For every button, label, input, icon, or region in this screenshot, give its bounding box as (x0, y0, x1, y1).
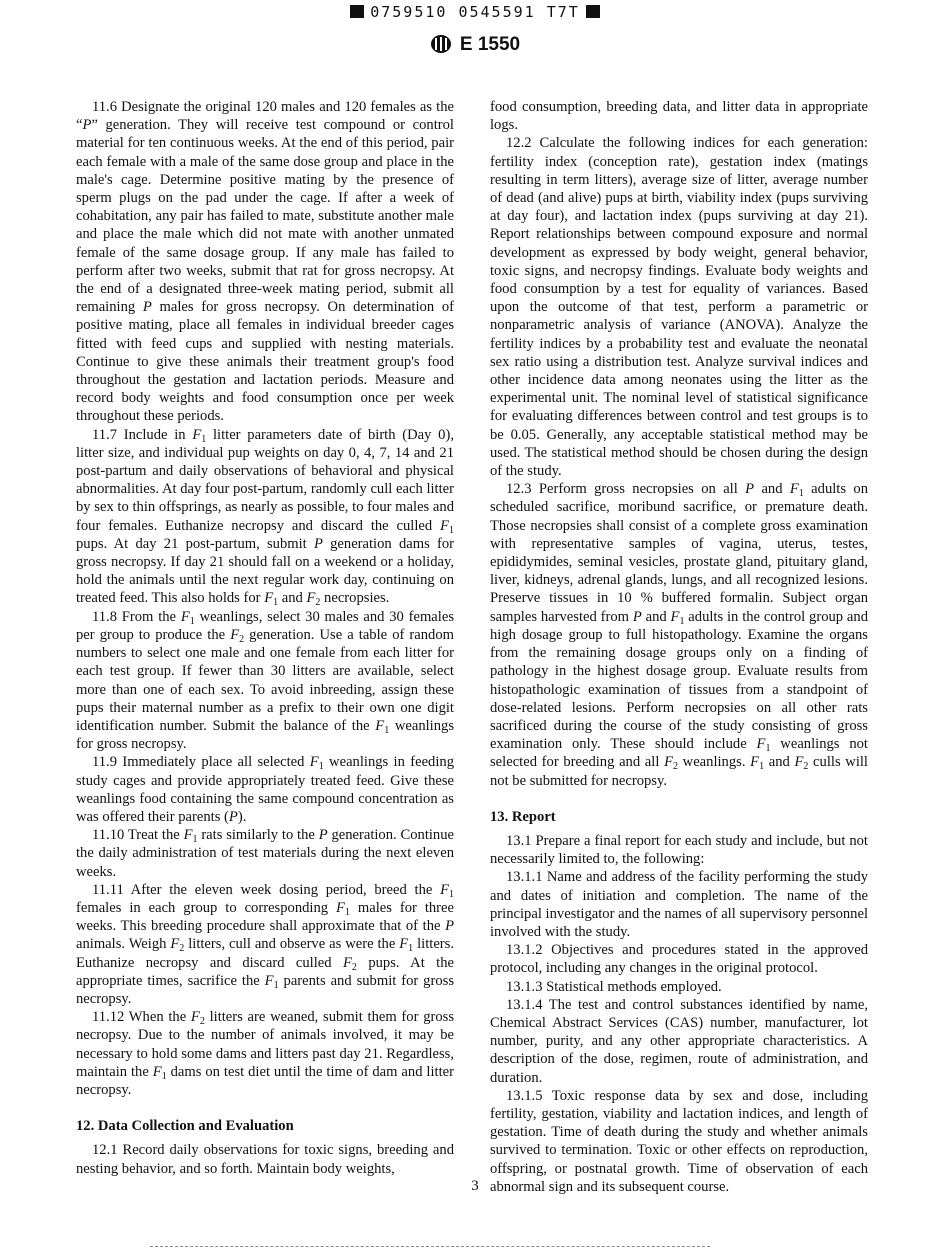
para-12-1: 12.1 Record daily observations for toxic signs, breeding and nesting behavior, and so forth. Maintain body weights, (76, 1142, 454, 1177)
para-13-1-3: 13.1.3 Statistical methods employed. (506, 978, 722, 995)
para-11-11: 11.11 After the eleven week dosing period, breed the $F_1$ females in each group to corresponding $F_1$ males for three weeks. This breeding procedure shall approximate that of the P animals. Weigh $F_2$ litters, cull and observe as were the $F_1$ litters. Euthanize necropsy and discard culled $F_2$ pups. At the appropriate times, sacrifice the $F_1$ parents and submit for gross necropsy. (76, 881, 454, 1007)
para-13-1-5: 13.1.5 Toxic response data by sex and dose, including fertility, gestation, viability and lactation indices, and length of gestation. Time of death during the study and whether animals survived to termination. Toxic or other effects on reproduction, offspring, or postnatal growth. Time of observation of each abnormal sign and its subsequent course. (490, 1087, 868, 1195)
right-column (490, 98, 868, 1196)
left-column (76, 98, 454, 1178)
section-heading-12: 12. Data Collection and Evaluation (76, 1118, 294, 1135)
para-13-1: 13.1 Prepare a final report for each study and include, but not necessarily limited to, the following: (490, 832, 868, 868)
para-11-12: 11.12 When the $F_2$ litters are weaned, submit them for gross necropsy. Due to the number of animals involved, it may be necessary to hold some dams and litters past day 21. Regardless, maintain the $F_1$ dams on test diet until the time of dam and litter necropsy. (76, 1009, 455, 1098)
footer-divider (150, 1246, 710, 1247)
document-barcode (0, 3, 950, 21)
para-12-2: 12.2 Calculate the following indices for each generation: fertility index (conception rate), gestation index (matings resulting in term litters), average size of litter, average number of dead (and alive) pups at birth, viability index (pups surviving at day four), and lactation index (pups surviving at day 21). Report relationships between compound exposure and normal development as expressed by body weight, general behavior, toxic signs, and necropsy findings. Evaluate body weights and food consumption by a test for equality of variances. Based upon the outcome of that test, perform a parametric or nonparametric analysis of variance (ANOVA). Analyze the fertility indices by a probability test and evaluate the neonatal sex ratio using a distribution test. Analyze survival indices and other incidence data among neonates using the litter as the experimental unit. The nominal level of statistical significance for evaluating differences between control and test groups is to be 0.05. Generally, any acceptable statistical method may be used. The statistical method should be chosen during the design of the study. (490, 135, 868, 480)
para-12-3: 12.3 Perform gross necropsies on all P and $F_1$ adults on scheduled sacrifice, moribund sacrifice, or premature death. Those necropsies shall consist of a complete gross examination with representative samples of vagina, uterus, testes, epididymides, seminal vesicles, prostate gland, pituitary gland, liver, kidneys, adrenal glands, lungs, and all recognized lesions. Preserve tissues in 10 % buffered formalin. Subject organ samples harvested from P and $F_1$ adults in the control group and high dosage group to full histopathology. Examine the organs from the remaining dosage groups only on a finding of pathology in the highest dosage group. Evaluate results from histopathologic examination of tissues from a standpoint of dose-related lesions. Perform necropsies on all other rats sacrificed during the course of the study consisting of gross examination only. These should include $F_1$ weanlings not selected for breeding and all $F_2$ weanlings. $F_1$ and $F_2$ culls will not be submitted for necropsy. (490, 481, 869, 789)
page-header (0, 34, 950, 60)
para-11-6: 11.6 Designate the original 120 males and 120 females as the “P” generation. They will receive test compound or control material for ten continuous weeks. At the end of this period, pair each female with a male of the same dose group and place in the male's cage. Determine positive mating by the presence of sperm plugs on the pad under the cage. If after a week of cohabitation, any pair has failed to mate, substitute another male and place the male which did not mate with another unmated female of the same dosage group. If any male has failed to perform after two weeks, submit that rat for gross necropsy. At the end of a designated three-week mating period, submit all remaining P males for gross necropsy. On determination of positive mating, place all females in individual breeder cages fitted with feed cups and supplied with nesting materials. Continue to give these animals their treatment group's food throughout the gestation and lactation periods. Measure and record body weights and food consumption once per week throughout these periods. (76, 99, 454, 425)
para-11-9: 11.9 Immediately place all selected $F_1$ weanlings in feeding study cages and provide appropriately treated feed. Give these weanlings food containing the same compound concentration as was offered their parents (P). (76, 754, 455, 825)
barcode-block-right (586, 5, 600, 18)
para-12-1-cont: food consumption, breeding data, and litter data in appropriate logs. (490, 99, 868, 134)
barcode-block-left (350, 5, 364, 18)
para-11-7: 11.7 Include in $F_1$ litter parameters date of birth (Day 0), litter size, and individual pup weights on day 0, 4, 7, 14 and 21 post-partum and daily observations of behavioral and physical abnormalities. At day four post-partum, randomly cull each litter by sex to thin offsprings, as nearly as possible, to four males and four females. Euthanize necropsy and discard the culled $F_1$ pups. At day 21 post-partum, submit P generation dams for gross necropsy. If day 21 should fall on a weekend or a holiday, hold the animals until the next regular work day, continuing on treated feed. This also holds for $F_1$ and $F_2$ necropsies. (76, 426, 454, 609)
para-11-8: 11.8 From the $F_1$ weanlings, select 30 males and 30 females per group to produce the $F_2$ generation. Use a table of random numbers to select one male and one female from each litter for each test group. If fewer than 30 litters are available, select more than one of each sex. To avoid inbreeding, assign these pups their maternal number as a prefix to their own one digit identification number. Submit the balance of the $F_1$ weanlings for gross necropsy. (76, 608, 455, 753)
para-13-1-1: 13.1.1 Name and address of the facility performing the study and dates of initiation and completion. The name of the principal investigator and the names of all supervisory personnel involved with the study. (490, 869, 868, 940)
designation: E 1550 (459, 34, 521, 55)
para-13-1-4: 13.1.4 The test and control substances identified by name, Chemical Abstract Services (CAS) number, manufacturer, lot number, purity, and any other appropriate characteristics. A description of the dose, regimen, route of administration, and duration. (490, 996, 868, 1086)
section-heading-13: 13. Report (490, 808, 556, 825)
para-13-1-2: 13.1.2 Objectives and procedures stated in the approved protocol, including any changes in the original protocol. (490, 942, 868, 977)
barcode-text: 0759510 0545591 T7T (370, 3, 580, 21)
para-11-10: 11.10 Treat the $F_1$ rats similarly to the P generation. Continue the daily administration of test materials during the next eleven weeks. (76, 827, 454, 880)
page-number: 3 (471, 1178, 479, 1194)
astm-logo-icon (430, 34, 452, 60)
